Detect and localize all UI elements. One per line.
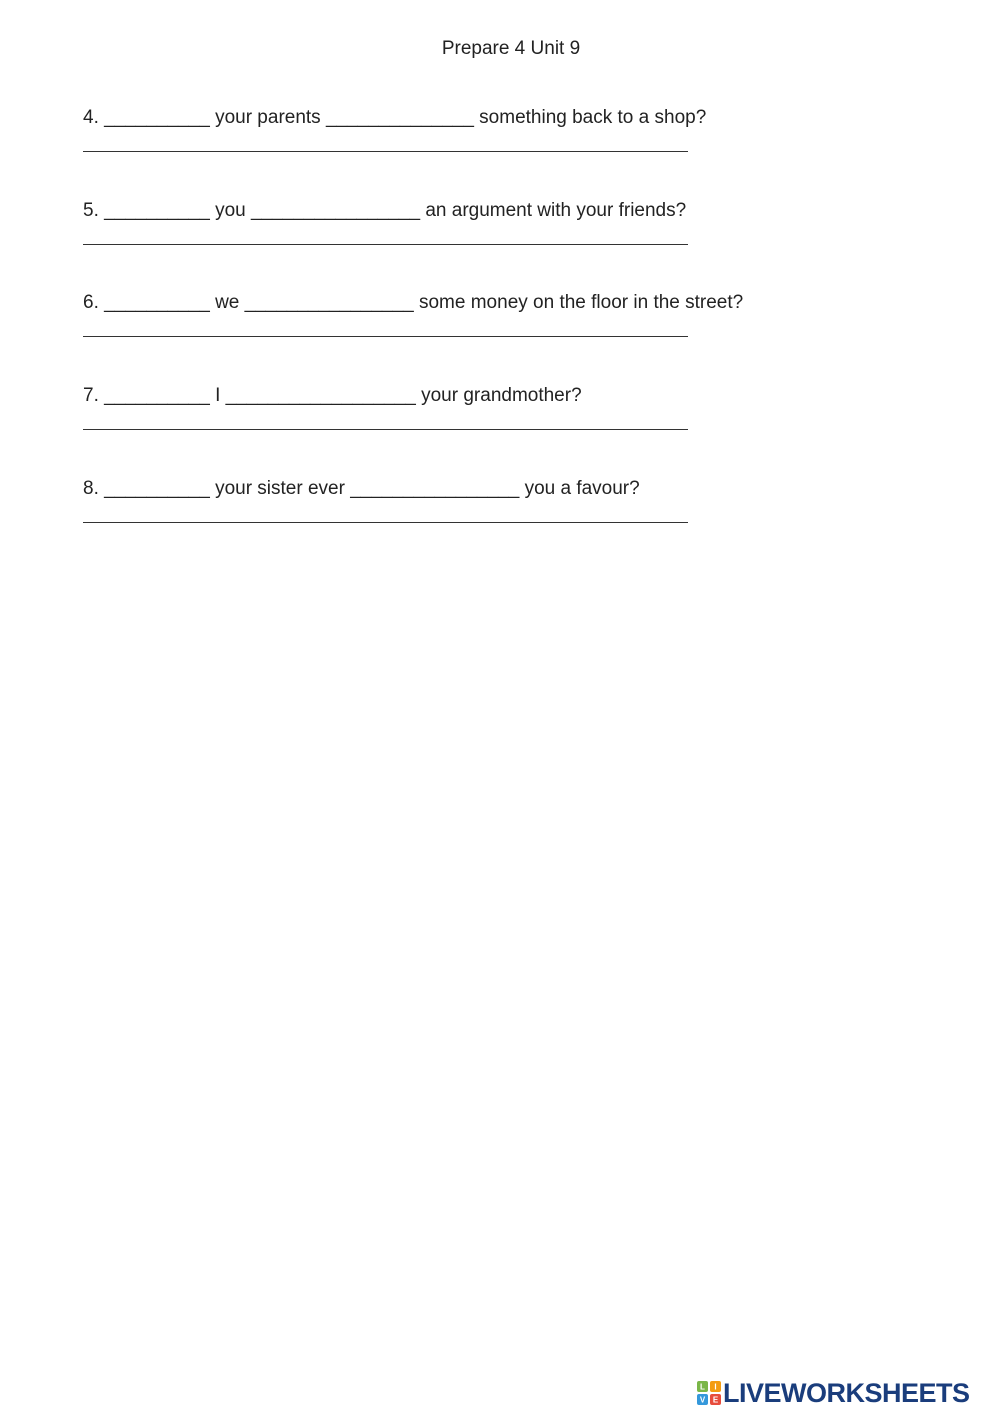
logo-text: LIVEWORKSHEETS [723,1378,970,1408]
answer-line-4[interactable] [83,151,688,152]
liveworksheets-icon [697,1381,721,1405]
svg-text:V: V [699,1395,706,1405]
answer-line-6[interactable] [83,336,688,337]
question-6: 6. __________ we ________________ some money on the floor in the street? [83,292,744,313]
answer-line-8[interactable] [83,522,688,523]
liveworksheets-logo [697,1378,970,1408]
page-title: Prepare 4 Unit 9 [441,38,581,59]
answer-line-5[interactable] [83,244,688,245]
question-4: 4. __________ your parents ______________ something back to a shop? [83,107,707,128]
svg-text:E: E [712,1395,719,1405]
question-7: 7. __________ I __________________ your grandmother? [83,385,582,406]
question-8: 8. __________ your sister ever ________________ you a favour? [83,478,640,499]
answer-line-7[interactable] [83,429,688,430]
svg-text:L: L [700,1382,705,1392]
svg-text:I: I [714,1382,717,1392]
question-5: 5. __________ you ________________ an argument with your friends? [83,200,687,221]
